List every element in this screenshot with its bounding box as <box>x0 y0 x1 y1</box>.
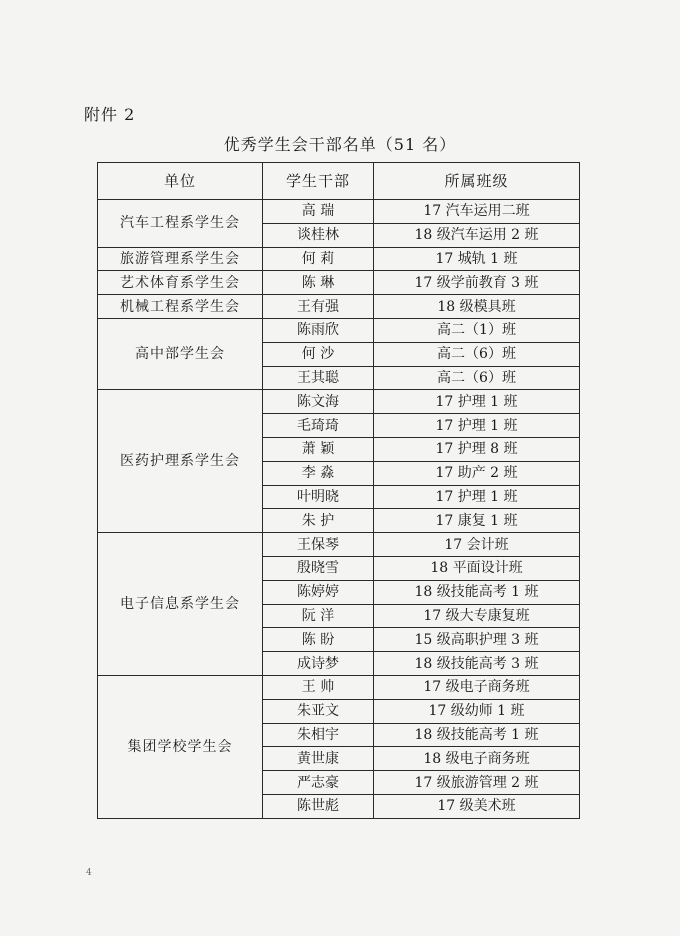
class-cell: 高二（1）班 <box>374 318 580 342</box>
attachment-label: 附件 2 <box>84 105 136 124</box>
cadre-name-cell: 叶明晓 <box>263 485 374 509</box>
unit-cell: 艺术体育系学生会 <box>98 271 263 295</box>
class-cell: 15 级高职护理 3 班 <box>374 628 580 652</box>
class-cell: 18 级电子商务班 <box>374 747 580 771</box>
header-class: 所属班级 <box>374 163 580 200</box>
page-number: 4 <box>86 868 92 878</box>
cadre-name-cell: 谈桂林 <box>263 223 374 247</box>
class-cell: 17 级大专康复班 <box>374 604 580 628</box>
cadre-name-cell: 朱相宇 <box>263 723 374 747</box>
class-cell: 17 级旅游管理 2 班 <box>374 771 580 795</box>
table-row <box>98 271 580 295</box>
class-cell: 18 级汽车运用 2 班 <box>374 223 580 247</box>
unit-cell: 旅游管理系学生会 <box>98 247 263 271</box>
class-cell: 高二（6）班 <box>374 342 580 366</box>
cadre-name-cell: 王保琴 <box>263 533 374 557</box>
table-header-row <box>98 163 580 200</box>
table-body <box>98 200 580 819</box>
class-cell: 18 级技能高考 1 班 <box>374 580 580 604</box>
page-title: 优秀学生会干部名单（51 名） <box>223 135 457 154</box>
cadre-name-cell: 朱 护 <box>263 509 374 533</box>
class-cell: 17 护理 1 班 <box>374 390 580 414</box>
unit-cell: 机械工程系学生会 <box>98 295 263 319</box>
class-cell: 18 平面设计班 <box>374 556 580 580</box>
unit-cell: 医药护理系学生会 <box>98 390 263 533</box>
cadre-name-cell: 陈 琳 <box>263 271 374 295</box>
class-cell: 17 康复 1 班 <box>374 509 580 533</box>
table-row <box>98 295 580 319</box>
cadre-name-cell: 高 瑞 <box>263 200 374 224</box>
class-cell: 17 级美术班 <box>374 794 580 818</box>
cadre-name-cell: 王有强 <box>263 295 374 319</box>
unit-cell: 电子信息系学生会 <box>98 533 263 676</box>
unit-cell: 集团学校学生会 <box>98 675 263 818</box>
cadre-name-cell: 王 帅 <box>263 675 374 699</box>
cadre-name-cell: 殷晓雪 <box>263 556 374 580</box>
cadre-name-cell: 阮 洋 <box>263 604 374 628</box>
cadre-name-cell: 陈雨欣 <box>263 318 374 342</box>
class-cell: 17 护理 1 班 <box>374 485 580 509</box>
class-cell: 17 会计班 <box>374 533 580 557</box>
class-cell: 高二（6）班 <box>374 366 580 390</box>
unit-cell: 高中部学生会 <box>98 318 263 389</box>
table-row <box>98 200 580 224</box>
cadre-name-cell: 陈世彪 <box>263 794 374 818</box>
class-cell: 18 级模具班 <box>374 295 580 319</box>
cadre-name-cell: 萧 颖 <box>263 437 374 461</box>
table-row <box>98 247 580 271</box>
cadre-name-cell: 王其聪 <box>263 366 374 390</box>
cadre-table <box>97 162 580 819</box>
class-cell: 18 级技能高考 3 班 <box>374 652 580 676</box>
cadre-name-cell: 毛琦琦 <box>263 414 374 438</box>
cadre-name-cell: 陈婷婷 <box>263 580 374 604</box>
cadre-name-cell: 陈文海 <box>263 390 374 414</box>
table-row <box>98 533 580 557</box>
class-cell: 17 级学前教育 3 班 <box>374 271 580 295</box>
table-row <box>98 675 580 699</box>
header-cadre: 学生干部 <box>263 163 374 200</box>
cadre-name-cell: 严志豪 <box>263 771 374 795</box>
class-cell: 17 级电子商务班 <box>374 675 580 699</box>
class-cell: 18 级技能高考 1 班 <box>374 723 580 747</box>
cadre-name-cell: 成诗梦 <box>263 652 374 676</box>
class-cell: 17 级幼师 1 班 <box>374 699 580 723</box>
class-cell: 17 护理 8 班 <box>374 437 580 461</box>
class-cell: 17 汽车运用二班 <box>374 200 580 224</box>
cadre-name-cell: 朱亚文 <box>263 699 374 723</box>
class-cell: 17 助产 2 班 <box>374 461 580 485</box>
cadre-name-cell: 李 淼 <box>263 461 374 485</box>
unit-cell: 汽车工程系学生会 <box>98 200 263 248</box>
cadre-name-cell: 何 沙 <box>263 342 374 366</box>
cadre-name-cell: 何 莉 <box>263 247 374 271</box>
header-unit: 单位 <box>98 163 263 200</box>
class-cell: 17 护理 1 班 <box>374 414 580 438</box>
table-row <box>98 318 580 342</box>
table-row <box>98 390 580 414</box>
cadre-name-cell: 黄世康 <box>263 747 374 771</box>
class-cell: 17 城轨 1 班 <box>374 247 580 271</box>
cadre-name-cell: 陈 盼 <box>263 628 374 652</box>
